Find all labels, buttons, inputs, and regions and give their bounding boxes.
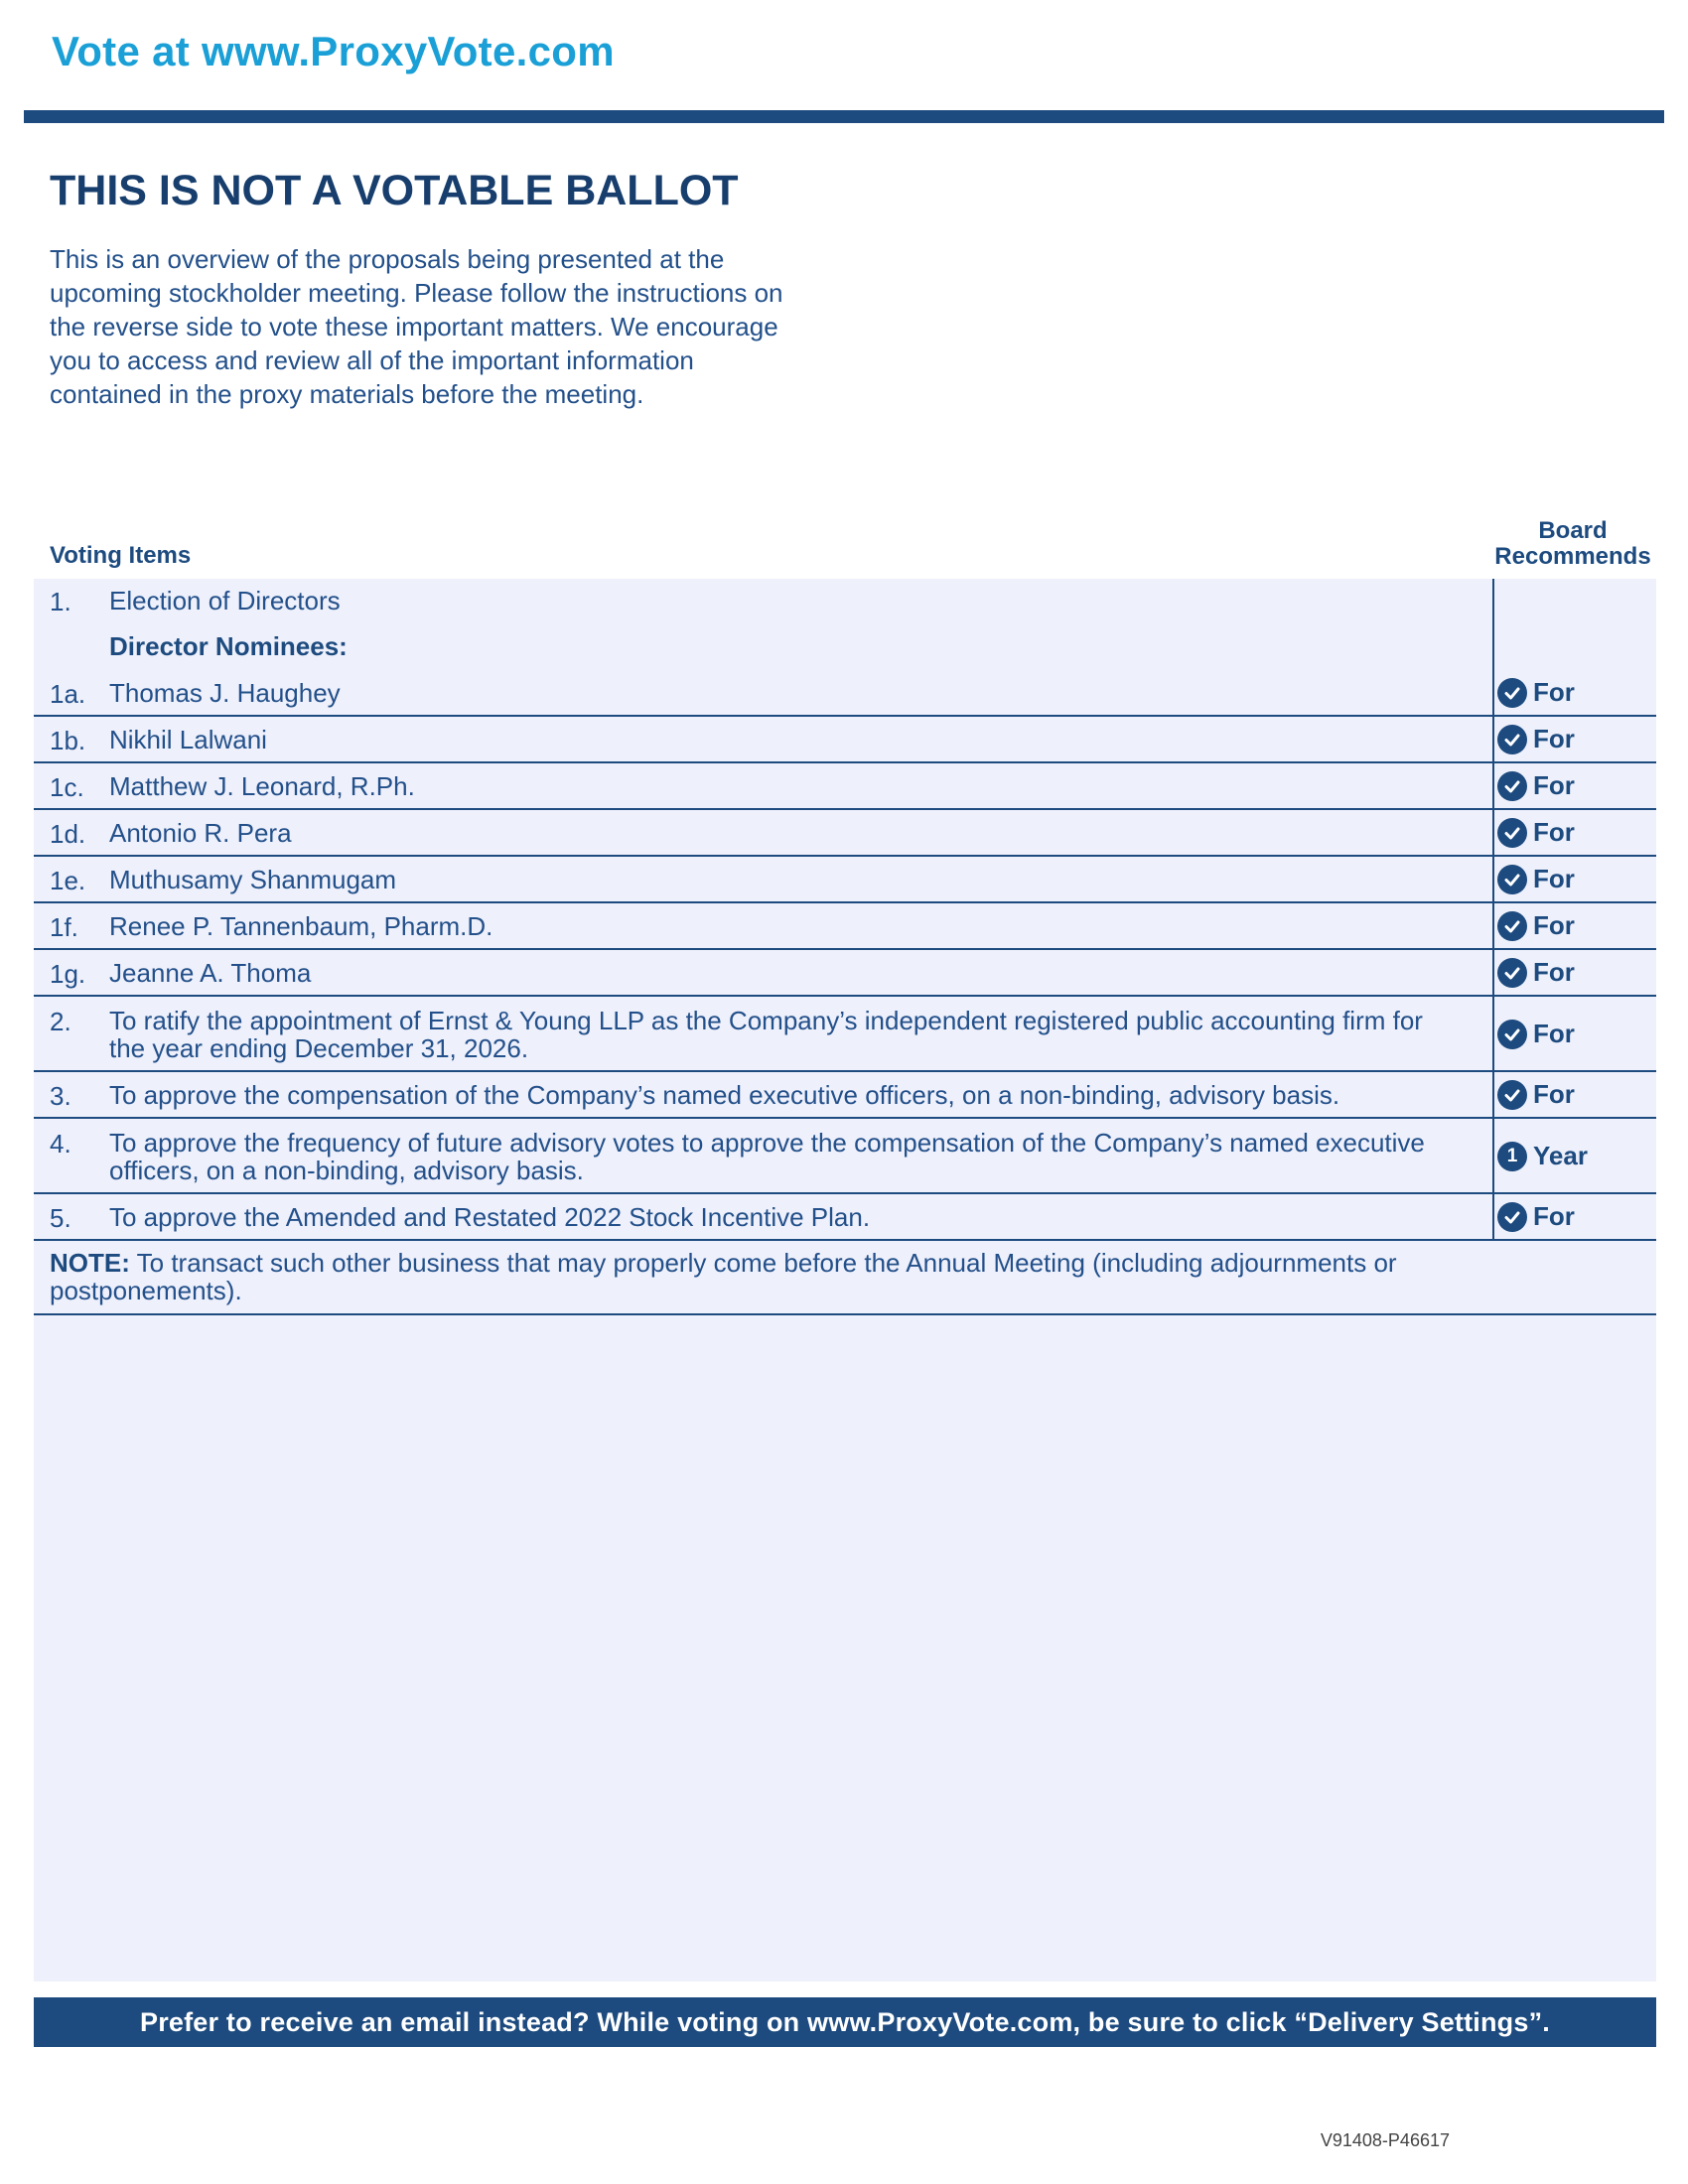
nominee-name: Matthew J. Leonard, R.Ph. — [109, 771, 415, 801]
note-rule — [34, 1313, 1656, 1315]
nominee-name: Muthusamy Shanmugam — [109, 865, 397, 894]
board-recommendation — [1497, 817, 1575, 848]
recommendation-label: For — [1533, 864, 1575, 893]
item-description — [109, 1129, 1519, 1184]
board-recommendation — [1497, 864, 1575, 894]
recommendation-label: For — [1533, 677, 1575, 707]
item-description-line: officers, on a non-binding, advisory basis. — [109, 1156, 584, 1185]
check-circle-icon — [1497, 725, 1527, 754]
board-recommendation — [1497, 1201, 1575, 1232]
director-nominees-heading-row — [34, 624, 1656, 670]
item-number: 1d. — [50, 819, 86, 849]
nominee-row — [34, 857, 1656, 903]
nominee-row — [34, 903, 1656, 950]
proposal-row-4 — [34, 1119, 1656, 1194]
board-recommendation — [1497, 1141, 1588, 1171]
check-circle-icon — [1497, 958, 1527, 988]
check-circle-icon — [1497, 911, 1527, 941]
item-number: 1f. — [50, 912, 78, 942]
recommendation-label: For — [1533, 910, 1575, 940]
check-circle-icon — [1497, 678, 1527, 708]
nominee-row — [34, 670, 1656, 717]
intro-line: upcoming stockholder meeting. Please follow the instructions on — [50, 278, 783, 308]
nominee-name: Renee P. Tannenbaum, Pharm.D. — [109, 911, 493, 941]
voting-items-header: Voting Items — [50, 542, 192, 569]
director-nominees-heading: Director Nominees: — [109, 631, 348, 661]
item-number: 2. — [50, 1007, 71, 1036]
recommendation-label: For — [1533, 1019, 1575, 1048]
board-recommends-line1: Board — [1538, 517, 1608, 544]
nominee-name: Antonio R. Pera — [109, 818, 292, 848]
intro-line: contained in the proxy materials before the meeting. — [50, 379, 644, 409]
item-number: 3. — [50, 1081, 71, 1111]
board-recommendation — [1497, 910, 1575, 941]
intro-line: the reverse side to vote these important matters. We encourage — [50, 312, 778, 341]
page-title: THIS IS NOT A VOTABLE BALLOT — [50, 167, 739, 214]
recommendation-label: For — [1533, 1201, 1575, 1231]
item-number: 1e. — [50, 866, 86, 895]
recommendation-label: For — [1533, 957, 1575, 987]
job-code — [0, 2130, 1450, 2151]
item-number: 1b. — [50, 726, 86, 755]
note-line — [50, 1249, 1479, 1277]
nominee-name: Jeanne A. Thoma — [109, 958, 312, 988]
item-number: 5. — [50, 1203, 71, 1233]
recommendation-label: For — [1533, 817, 1575, 847]
item-description-line: To ratify the appointment of Ernst & Young LLP as the Company’s independent registered public accounting firm for — [109, 1006, 1423, 1035]
item-description-line: the year ending December 31, 2026. — [109, 1033, 529, 1063]
board-recommends-header — [1487, 518, 1658, 570]
check-circle-icon — [1497, 1020, 1527, 1049]
note-label: NOTE: — [50, 1248, 130, 1278]
header-rule — [24, 110, 1664, 123]
board-recommendation — [1497, 677, 1575, 708]
note-line1: To transact such other business that may properly come before the Annual Meeting (including adjournments or — [129, 1248, 1397, 1278]
board-recommendation — [1497, 724, 1575, 754]
check-circle-icon — [1497, 1202, 1527, 1232]
item-description-line: To approve the frequency of future advisory votes to approve the compensation of the Company’s named executive — [109, 1128, 1425, 1158]
recommendation-label: For — [1533, 770, 1575, 800]
check-circle-icon — [1497, 771, 1527, 801]
board-recommendation — [1497, 770, 1575, 801]
number-one-circle-icon: 1 — [1497, 1142, 1527, 1171]
proposal-row-1 — [34, 579, 1656, 624]
email-delivery-text: Prefer to receive an email instead? While voting on www.ProxyVote.com, be sure to click “Delivery Settings”. — [139, 2006, 1550, 2037]
item-number: 1. — [50, 587, 71, 616]
nominee-name: Nikhil Lalwani — [109, 725, 267, 754]
board-recommendation — [1497, 1079, 1575, 1110]
board-recommendation — [1497, 957, 1575, 988]
note-text — [50, 1249, 1479, 1304]
proposal-row-5 — [34, 1194, 1656, 1241]
intro-line: This is an overview of the proposals being presented at the — [50, 244, 725, 274]
recommendation-label: For — [1533, 724, 1575, 753]
nominee-row — [34, 717, 1656, 763]
proposal-row-2 — [34, 997, 1656, 1072]
vote-website-link[interactable]: Vote at www.ProxyVote.com — [52, 28, 615, 74]
nominee-row — [34, 810, 1656, 857]
check-circle-icon — [1497, 865, 1527, 894]
recommendation-label: Year — [1533, 1141, 1588, 1170]
item-number: 4. — [50, 1129, 71, 1159]
nominee-name: Thomas J. Haughey — [109, 678, 341, 708]
item-description: To approve the Amended and Restated 2022 Stock Incentive Plan. — [109, 1202, 871, 1232]
item-number: 1c. — [50, 772, 84, 802]
email-delivery-banner — [34, 1997, 1656, 2047]
proposal-row-3 — [34, 1072, 1656, 1119]
item-description — [109, 1007, 1519, 1062]
note-line2: postponements). — [50, 1276, 242, 1305]
nominee-row — [34, 763, 1656, 810]
board-recommends-line2: Recommends — [1494, 543, 1651, 570]
item-number: 1a. — [50, 679, 86, 709]
check-circle-icon — [1497, 1080, 1527, 1110]
intro-line: you to access and review all of the important information — [50, 345, 694, 375]
board-recommendation — [1497, 1019, 1575, 1049]
item-description: To approve the compensation of the Company’s named executive officers, on a non-binding, advisory basis. — [109, 1080, 1340, 1110]
nominee-row — [34, 950, 1656, 997]
intro-paragraph — [50, 242, 844, 411]
item-number: 1g. — [50, 959, 86, 989]
check-circle-icon — [1497, 818, 1527, 848]
job-code-text: V91408-P46617 — [1320, 2130, 1450, 2150]
item-description: Election of Directors — [109, 586, 341, 615]
recommendation-label: For — [1533, 1079, 1575, 1109]
